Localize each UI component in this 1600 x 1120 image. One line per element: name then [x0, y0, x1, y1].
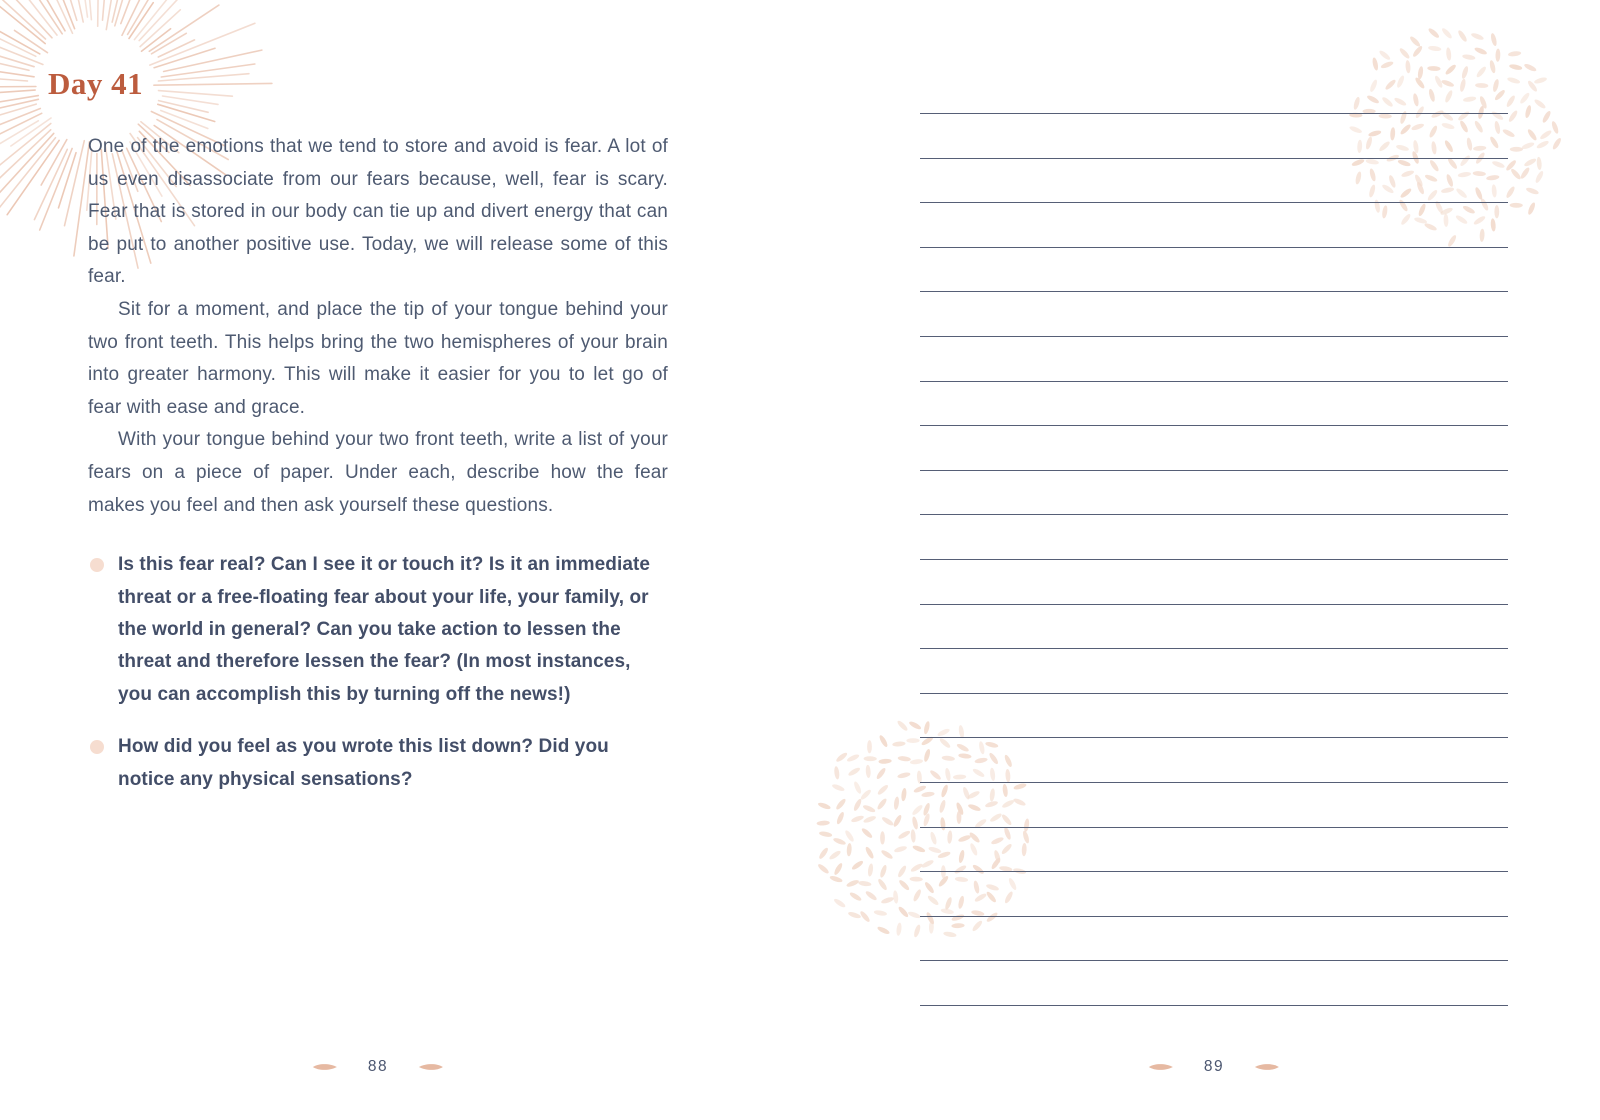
leaf-icon — [1254, 1062, 1280, 1072]
ruled-line — [920, 381, 1508, 382]
day-title: Day 41 — [48, 66, 144, 101]
ruled-line — [920, 737, 1508, 738]
page-number: 89 — [1203, 1058, 1225, 1075]
question-list — [88, 549, 668, 796]
ruled-line — [920, 470, 1508, 471]
leaf-icon — [418, 1062, 444, 1072]
ruled-line — [920, 336, 1508, 337]
bullet-text: Is this fear real? Can I see it or touch it? Is it an immediate threat or a free-floating fear about your life, your family, or the world in general? Can you take action to lessen the threat and therefore lessen the fear? (In most instances, you can accomplish this by turning off the news!) — [118, 554, 651, 705]
right-page-footer — [1148, 1058, 1280, 1076]
body-paragraph: One of the emotions that we tend to store and avoid is fear. A lot of us even disassociate from our fears because, well, fear is scary. Fear that is stored in our body can tie up and divert energy that can be put to another positive use. Today, we will release some of this fear. — [88, 136, 668, 288]
ruled-line — [920, 604, 1508, 605]
ruled-line — [920, 247, 1508, 248]
ruled-line — [920, 827, 1508, 828]
ruled-line — [920, 113, 1508, 114]
bullet-item — [88, 731, 668, 796]
bullet-text: How did you feel as you wrote this list down? Did you notice any physical sensations? — [118, 736, 609, 790]
ruled-line — [920, 693, 1508, 694]
body-paragraph: Sit for a moment, and place the tip of your tongue behind your two front teeth. This helps bring the two hemispheres of your brain into greater harmony. This will make it easier for you to let go of fear with ease and grace. — [88, 298, 668, 418]
ruled-lines — [920, 113, 1508, 1063]
body-paragraph: With your tongue behind your two front teeth, write a list of your fears on a piece of paper. Under each, describe how the fear makes you feel and then ask yourself these questions. — [88, 429, 668, 516]
ruled-line — [920, 960, 1508, 961]
ruled-line — [920, 782, 1508, 783]
ruled-line — [920, 1005, 1508, 1006]
ruled-line — [920, 648, 1508, 649]
ruled-line — [920, 158, 1508, 159]
ruled-line — [920, 425, 1508, 426]
ruled-line — [920, 871, 1508, 872]
leaf-icon — [1148, 1062, 1174, 1072]
bullet-dot-icon — [90, 740, 104, 754]
ruled-line — [920, 514, 1508, 515]
ruled-line — [920, 291, 1508, 292]
page-number: 88 — [367, 1058, 389, 1075]
leaf-icon — [312, 1062, 338, 1072]
ruled-line — [920, 559, 1508, 560]
ruled-line — [920, 202, 1508, 203]
left-page-footer — [312, 1058, 444, 1076]
left-page-text — [88, 131, 668, 816]
ruled-line — [920, 916, 1508, 917]
bullet-item — [88, 549, 668, 711]
bullet-dot-icon — [90, 558, 104, 572]
